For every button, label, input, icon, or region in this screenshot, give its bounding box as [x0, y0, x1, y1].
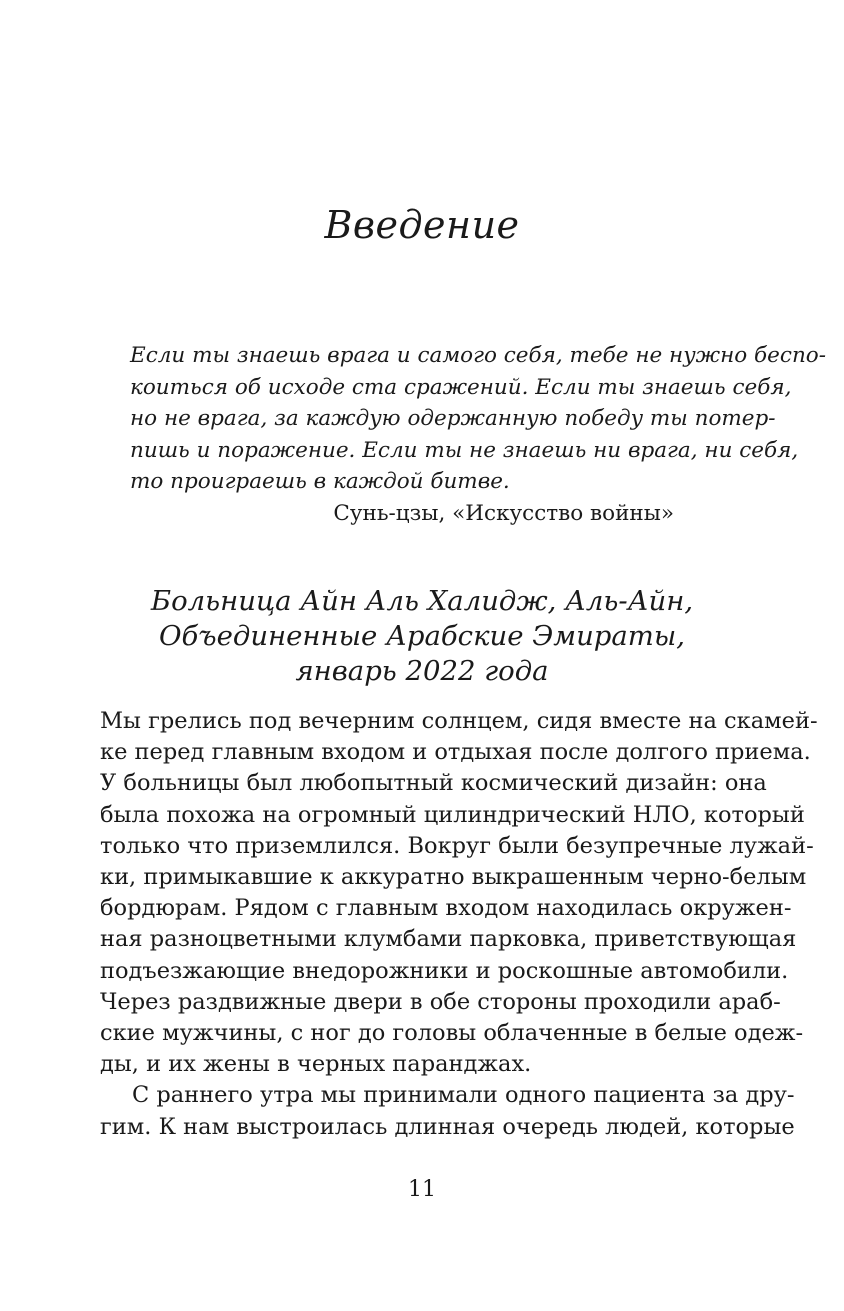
page-number: 11	[408, 1177, 436, 1202]
body-line: С раннего утра мы принимали одного пациента за дру-	[132, 1082, 795, 1109]
epigraph-line: но не врага, за каждую одержанную победу ты потер-	[130, 406, 776, 431]
epigraph-line: Если ты знаешь врага и самого себя, тебе не нужно беспо-	[130, 343, 826, 368]
epigraph-line: пишь и поражение. Если ты не знаешь ни врага, ни себя,	[130, 437, 799, 463]
epigraph-line: то проиграешь в каждой битве.	[130, 469, 510, 494]
section-heading-line: январь 2022 года	[295, 655, 549, 687]
body-line: Мы грелись под вечерним солнцем, сидя вместе на скамей-	[100, 708, 818, 734]
chapter-title: Введение	[324, 203, 520, 247]
body-line: У больницы был любопытный космический дизайн: она	[100, 770, 767, 797]
epigraph	[130, 340, 826, 498]
body-line: только что приземлился. Вокруг были безупречные лужай-	[100, 832, 814, 859]
body-line: ке перед главным входом и отдыхая после долгого приема.	[100, 739, 811, 766]
body-line: ские мужчины, с ног до головы облаченные в белые одеж-	[100, 1020, 804, 1047]
body-line: ная разноцветными клумбами парковка, приветствующая	[100, 926, 797, 953]
section-heading-line: Больница Айн Аль Халидж, Аль-Айн,	[150, 585, 694, 617]
body-line: ки, примыкавшие к аккуратно выкрашенным черно-белым	[100, 864, 807, 891]
body-line: Через раздвижные двери в обе стороны проходили араб-	[100, 988, 781, 1015]
epigraph-source: Сунь-цзы, «Искусство войны»	[333, 501, 674, 526]
body-text	[100, 706, 818, 1143]
body-line: подъезжающие внедорожники и роскошные автомобили.	[100, 957, 789, 984]
body-line: гим. К нам выстроилась длинная очередь людей, которые	[100, 1113, 795, 1140]
section-heading-line: Объединенные Арабские Эмираты,	[158, 620, 686, 652]
section-heading	[0, 584, 844, 689]
body-line: бордюрам. Рядом с главным входом находилась окружен-	[100, 895, 792, 922]
body-line: ды, и их жены в черных паранджах.	[100, 1051, 532, 1078]
epigraph-line: коиться об исходе ста сражений. Если ты знаешь себя,	[130, 374, 792, 400]
body-line: была похожа на огромный цилиндрический НЛО, который	[100, 801, 805, 828]
